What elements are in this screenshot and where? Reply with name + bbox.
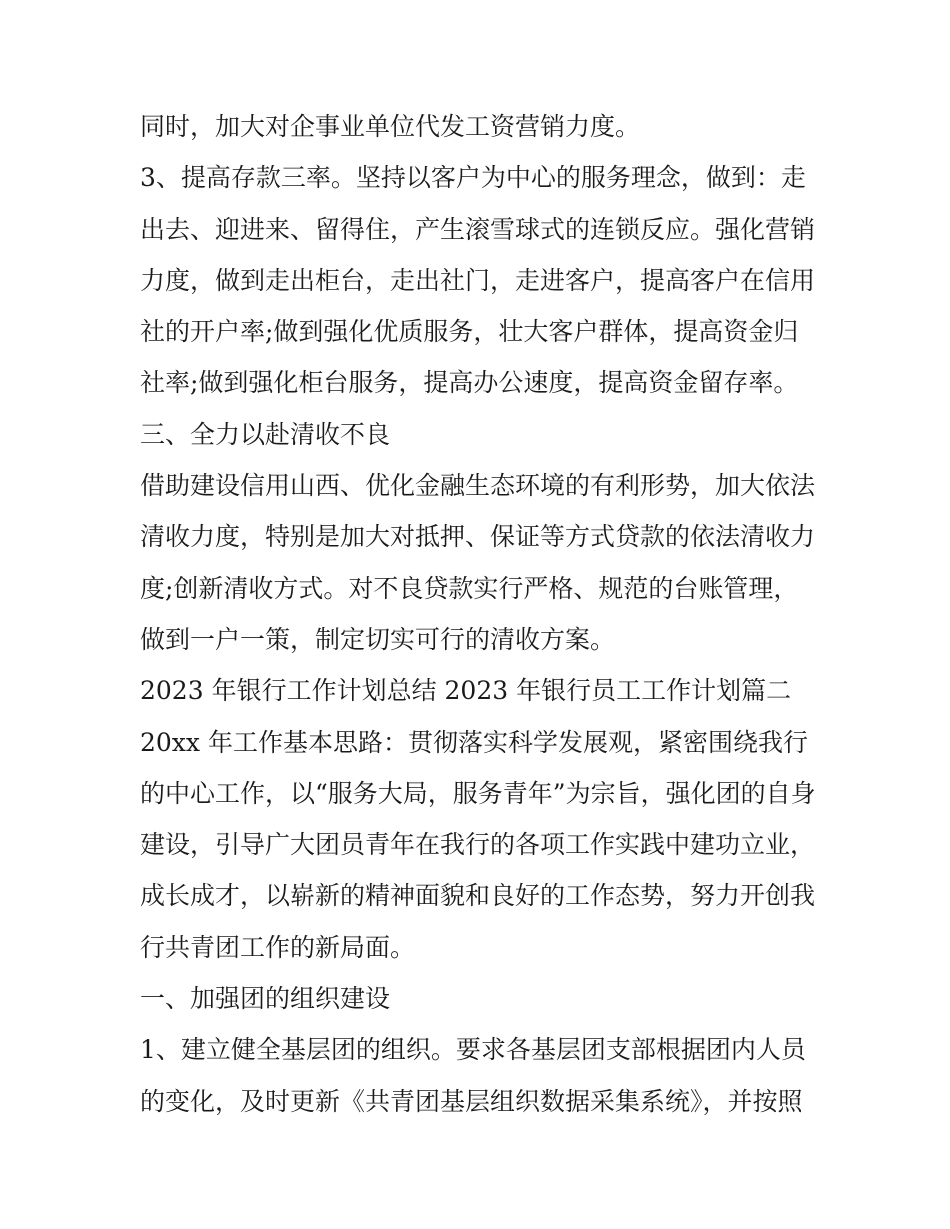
text-line: 3、提高存款三率。坚持以客户为中心的服务理念，做到：走: [140, 163, 806, 193]
text-line: 社率;做到强化柜台服务，提高办公速度，提高资金留存率。: [140, 368, 799, 398]
text-line: 清收力度，特别是加大对抵押、保证等方式贷款的依法清收力: [140, 522, 816, 552]
section-heading: 一、加强团的组织建设: [140, 984, 391, 1014]
section-heading: 三、全力以赴清收不良: [140, 419, 391, 449]
text-line: 社的开户率;做到强化优质服务，壮大客户群体，提高资金归: [140, 317, 799, 347]
text-line: 借助建设信用山西、优化金融生态环境的有利形势，加大依法: [140, 471, 816, 501]
text-line: 的变化，及时更新《共青团基层组织数据采集系统》，并按照: [140, 1086, 803, 1116]
text-line: 1、建立健全基层团的组织。要求各基层团支部根据团内人员: [140, 1035, 806, 1065]
document-body: [140, 101, 820, 1127]
text-line: 行共青团工作的新局面。: [140, 932, 416, 962]
document-title: 2023 年银行工作计划总结 2023 年银行员工工作计划篇二: [140, 676, 792, 706]
text-line: 成长成才，以崭新的精神面貌和良好的工作态势，努力开创我: [140, 881, 816, 911]
text-line: 建设，引导广大团员青年在我行的各项工作实践中建功立业，: [140, 830, 816, 860]
text-line: 力度，做到走出柜台，走出社门，走进客户，提高客户在信用: [140, 265, 816, 295]
text-line: 度;创新清收方式。对不良贷款实行严格、规范的台账管理，: [140, 573, 799, 603]
text-line: 的中心工作，以“服务大局，服务青年”为宗旨，强化团的自身: [140, 778, 816, 808]
text-line: 同时，加大对企事业单位代发工资营销力度。: [140, 112, 641, 141]
text-line: 做到一户一策，制定切实可行的清收方案。: [140, 624, 616, 654]
text-line: 出去、迎进来、留得住，产生滚雪球式的连锁反应。强化营销: [140, 214, 816, 244]
text-line: 20xx 年工作基本思路：贯彻落实科学发展观，紧密围绕我行: [140, 727, 808, 757]
